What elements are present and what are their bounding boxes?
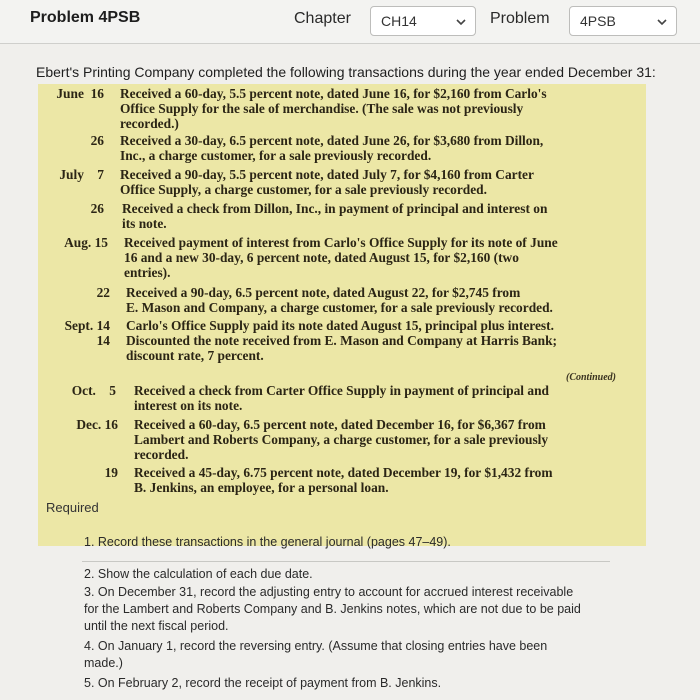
tx-date: June 16	[56, 86, 104, 101]
requirement-item: 2. Show the calculation of each due date.	[84, 567, 313, 581]
header-bar	[0, 0, 700, 44]
tx-text: Received a 60-day, 6.5 percent note, dated December 16, for $6,367 from Lambert and Roberts Company, a charge customer, for a sale previously recorded.	[134, 417, 549, 462]
tx-text: Received a 60-day, 5.5 percent note, dated June 16, for $2,160 from Carlo's Office Supply for the sale of merchandise. (The sale was not previously recorded.)	[120, 86, 547, 131]
problem-title: Problem 4PSB	[30, 9, 141, 26]
tx-date: Sept. 14	[64, 318, 110, 333]
tx-text: Received payment of interest from Carlo's Office Supply for its note of June 16 and a new 30-day, 6 percent note, dated August 15, for $2,160 (two entries).	[124, 235, 558, 280]
chapter-select[interactable]	[370, 6, 476, 36]
problem-select-value: 4PSB	[580, 13, 616, 29]
tx-date: 22	[96, 285, 110, 300]
textbook-excerpt	[38, 84, 646, 546]
tx-text: Received a 45-day, 6.75 percent note, dated December 19, for $1,432 from B. Jenkins, an employee, for a personal loan.	[134, 465, 553, 495]
tx-date: Oct. 5	[71, 383, 116, 398]
tx-text: Received a check from Dillon, Inc., in payment of principal and interest on its note.	[122, 201, 548, 231]
tx-date: July 7	[59, 167, 104, 182]
tx-text: Discounted the note received from E. Mason and Company at Harris Bank; discount rate, 7 percent.	[126, 333, 557, 363]
tx-date: 14	[96, 333, 110, 348]
tx-text: Carlo's Office Supply paid its note dated August 15, principal plus interest.	[126, 318, 554, 333]
tx-text: Received a check from Carter Office Supply in payment of principal and interest on its note.	[134, 383, 549, 413]
tx-date: Aug. 15	[64, 235, 108, 250]
tx-date: 26	[90, 201, 104, 216]
tx-date: 19	[104, 465, 118, 480]
problem-content	[0, 44, 700, 700]
requirement-item: 1. Record these transactions in the general journal (pages 47–49).	[84, 535, 451, 549]
chevron-down-icon	[455, 16, 467, 28]
continued-note: (Continued)	[566, 372, 617, 383]
tx-date: Dec. 16	[76, 417, 118, 432]
requirement-item: 4. On January 1, record the reversing entry. (Assume that closing entries have been made.)	[84, 639, 548, 670]
tx-text: Received a 30-day, 6.5 percent note, dated June 26, for $3,680 from Dillon, Inc., a charge customer, for a sale previously recorded.	[120, 133, 544, 163]
divider	[82, 561, 610, 562]
tx-date: 26	[90, 133, 104, 148]
problem-select[interactable]	[569, 6, 677, 36]
requirement-item: 3. On December 31, record the adjusting entry to account for accrued interest receivable for the Lambert and Roberts Company and B. Jenkins notes, which are not due to be paid until the next fiscal period.	[84, 585, 581, 633]
tx-text: Received a 90-day, 5.5 percent note, dated July 7, for $4,160 from Carter Office Supply, a charge customer, for a sale previously recorded.	[120, 167, 534, 197]
chapter-label: Chapter	[294, 10, 351, 27]
tx-text: Received a 90-day, 6.5 percent note, dated August 22, for $2,745 from E. Mason and Company, a charge customer, for a sale previously recorded.	[126, 285, 553, 315]
chapter-select-value: CH14	[381, 13, 417, 29]
required-heading: Required	[46, 500, 99, 515]
chevron-down-icon	[656, 16, 668, 28]
requirement-item: 5. On February 2, record the receipt of payment from B. Jenkins.	[84, 676, 442, 690]
problem-label: Problem	[490, 10, 550, 27]
intro-text: Ebert's Printing Company completed the following transactions during the year ended December 31:	[36, 64, 656, 80]
